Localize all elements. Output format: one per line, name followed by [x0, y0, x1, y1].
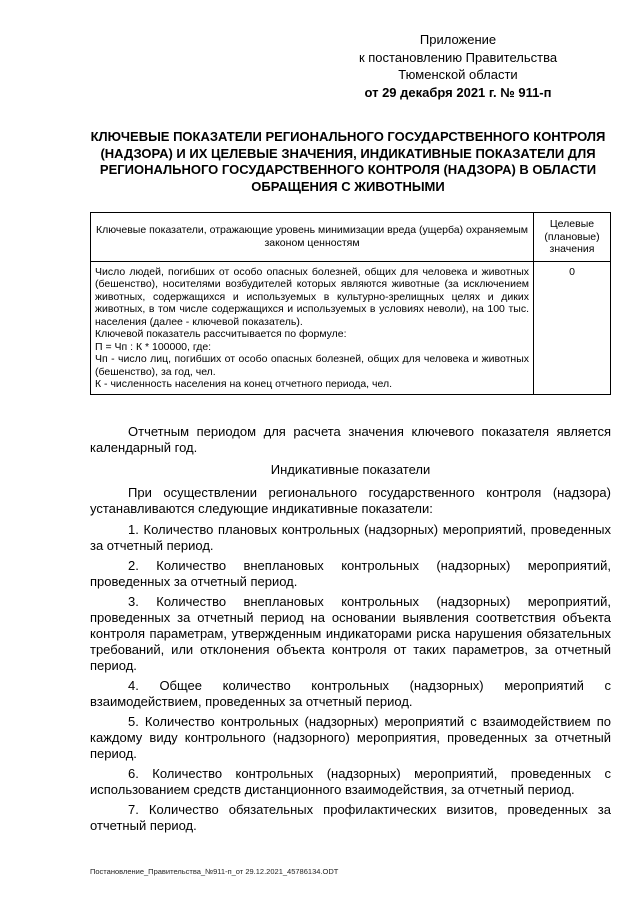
formula-variable-k: К - численность населения на конец отчетного периода, чел. — [95, 378, 392, 390]
header-target-values: Целевые (плановые) значения — [534, 213, 611, 262]
list-item: 6. Количество контрольных (надзорных) мероприятий, проведенных с использованием средств дистанционного взаимодействия, за отчетный период. — [90, 766, 611, 797]
table-header-row — [91, 213, 611, 262]
indicative-indicators-list — [90, 522, 611, 834]
appendix-header — [328, 31, 588, 101]
table-row — [91, 261, 611, 394]
document-title: КЛЮЧЕВЫЕ ПОКАЗАТЕЛИ РЕГИОНАЛЬНОГО ГОСУДАРСТВЕННОГО КОНТРОЛЯ (НАДЗОРА) И ИХ ЦЕЛЕВЫЕ ЗНАЧЕНИЯ, ИНДИКАТИВНЫЕ ПОКАЗАТЕЛИ ДЛЯ РЕГИОНАЛЬНОГО ГОСУДАРСТВЕННОГО КОНТРОЛЯ (НАДЗОРА) В ОБЛАСТИ ОБРАЩЕНИЯ С ЖИВОТНЫМИ — [90, 129, 606, 194]
indicative-indicators-intro: При осуществлении регионального государственного контроля (надзора) устанавливаются следующие индикативные показатели: — [90, 485, 611, 516]
list-item: 1. Количество плановых контрольных (надзорных) мероприятий, проведенных за отчетный период. — [90, 522, 611, 553]
document-body — [90, 424, 611, 838]
appendix-date-number: от 29 декабря 2021 г. № 911-п — [364, 84, 552, 100]
target-value-cell: 0 — [534, 261, 611, 394]
formula-variable-chp: Чп - число лиц, погибших от особо опасных болезней, общих для человека и животных (бешенство), за год, чел. — [95, 353, 529, 378]
list-item: 3. Количество внеплановых контрольных (надзорных) мероприятий, проведенных за отчетный период на основании выявления соответствия объекта контроля параметрам, утвержденным индикаторами риска нарушения обязательных требований, или отклонения объекта контроля от таких параметров, за отчетный период. — [90, 594, 611, 673]
list-item: 7. Количество обязательных профилактических визитов, проведенных за отчетный период. — [90, 802, 611, 833]
formula: П = Чп : К * 100000, где: — [95, 340, 212, 353]
appendix-decree: к постановлению Правительства — [358, 49, 558, 65]
document-footer-filename: Постановление_Правительства_№911-п_от 29.12.2021_45786134.ODT — [90, 867, 339, 876]
indicative-indicators-heading: Индикативные показатели — [270, 462, 431, 477]
indicator-description-cell — [91, 261, 534, 394]
list-item: 4. Общее количество контрольных (надзорных) мероприятий с взаимодействием, проведенных за отчетный период. — [90, 678, 611, 709]
appendix-label: Приложение — [419, 32, 497, 47]
reporting-period-paragraph: Отчетным периодом для расчета значения ключевого показателя является календарный год. — [90, 424, 611, 455]
appendix-region: Тюменской области — [398, 67, 518, 82]
key-indicators-table — [90, 212, 611, 395]
list-item: 5. Количество контрольных (надзорных) мероприятий с взаимодействием по каждому виду контрольного (надзорного) мероприятия, проведенных за отчетный период. — [90, 714, 611, 761]
indicator-definition: Число людей, погибших от особо опасных болезней, общих для человека и животных (бешенство), носителями возбудителей которых являются животные (за исключением животных, содержащихся и используемых в культурно-зрелищных целях и диких животных, в том числе содержащихся и используемых в условиях неволи), на 100 тыс. населения (далее - ключевой показатель). — [95, 265, 529, 328]
list-item: 2. Количество внеплановых контрольных (надзорных) мероприятий, проведенных за отчетный период. — [90, 558, 611, 589]
formula-intro: Ключевой показатель рассчитывается по формуле: — [95, 328, 347, 340]
header-key-indicators: Ключевые показатели, отражающие уровень минимизации вреда (ущерба) охраняемым законом ценностям — [91, 213, 534, 262]
